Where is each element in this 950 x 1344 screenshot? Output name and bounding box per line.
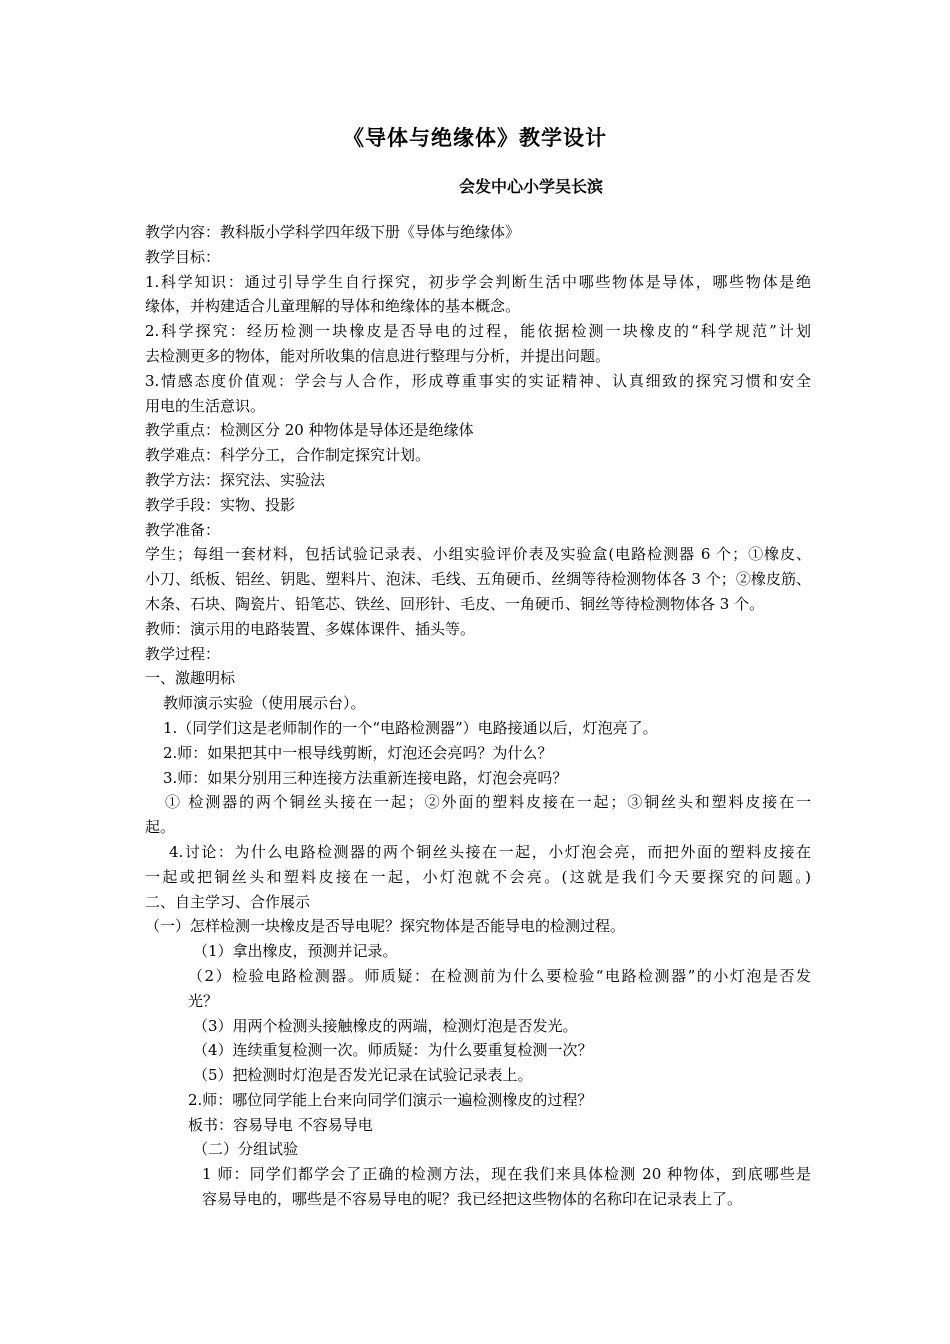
paragraph-line: 2.科学探究：经历检测一块橡皮是否导电的过程，能依据检测一块橡皮的“科学规范”计划 xyxy=(145,322,811,341)
paragraph-line: （2）检验电路检测器。师质疑：在检测前为什么要检验“电路检测器”的小灯泡是否发 xyxy=(188,966,811,985)
document-body xyxy=(145,220,811,1212)
section-heading: 二、自主学习、合作展示 xyxy=(145,892,311,911)
paragraph-line: 教学手段：实物、投影 xyxy=(145,495,296,514)
paragraph-line: 教学方法：探究法、实验法 xyxy=(145,470,326,489)
paragraph-line: 2.师：如果把其中一根导线剪断，灯泡还会亮吗？为什么？ xyxy=(163,743,553,762)
paragraph-line: 板书：容易导电 不容易导电 xyxy=(188,1115,373,1134)
document-author: 会发中心小学吴长滨 xyxy=(459,177,604,196)
section-heading: 一、激趣明标 xyxy=(145,669,236,688)
paragraph-line: 学生；每组一套材料，包括试验记录表、小组实验评价表及实验盒(电路检测器 6 个；①橡皮、 xyxy=(145,545,811,564)
paragraph-line: （1）拿出橡皮，预测并记录。 xyxy=(193,942,398,961)
paragraph-line: 容易导电的，哪些是不容易导电的呢？我已经把这些物体的名称印在记录表上了。 xyxy=(202,1190,743,1209)
paragraph-line: 缘体，并构建适合儿童理解的导体和绝缘体的基本概念。 xyxy=(145,297,521,316)
paragraph-line: 教学重点：检测区分 20 种物体是导体还是绝缘体 xyxy=(145,421,474,440)
paragraph-line: （3）用两个检测头接触橡皮的两端，检测灯泡是否发光。 xyxy=(193,1016,578,1035)
paragraph-line: 4.讨论：为什么电路检测器的两个铜丝头接在一起，小灯泡会亮，而把外面的塑料皮接在 xyxy=(169,842,811,861)
paragraph-line: （一）怎样检测一块橡皮是否导电呢？探究物体是否能导电的检测过程。 xyxy=(145,917,626,936)
paragraph-line: 2.师：哪位同学能上台来向同学们演示一遍检测橡皮的过程？ xyxy=(188,1090,593,1109)
paragraph-line: 去检测更多的物体，能对所收集的信息进行整理与分析，并提出问题。 xyxy=(145,346,611,365)
paragraph-line: 教学难点：科学分工，合作制定探究计划。 xyxy=(145,446,431,465)
paragraph-line: （4）连续重复检测一次。师质疑：为什么要重复检测一次？ xyxy=(193,1041,593,1060)
paragraph-line: 教师：演示用的电路装置、多媒体课件、插头等。 xyxy=(145,619,476,638)
paragraph-line: 3.师：如果分别用三种连接方法重新连接电路，灯泡会亮吗？ xyxy=(163,768,568,787)
document-title: 《导体与绝缘体》教学设计 xyxy=(343,126,607,150)
paragraph-line: （二）分组试验 xyxy=(193,1140,299,1159)
paragraph-line: 1.科学知识：通过引导学生自行探究，初步学会判断生活中哪些物体是导体，哪些物体是绝 xyxy=(145,272,811,291)
paragraph-line: 木条、石块、陶瓷片、铅笔芯、铁丝、回形针、毛皮、一角硬币、铜丝等待检测物体各 3 个。 xyxy=(145,594,765,613)
paragraph-line: 教学目标： xyxy=(145,247,221,266)
paragraph-line: ① 检测器的两个铜丝头接在一起；②外面的塑料皮接在一起；③铜丝头和塑料皮接在一 xyxy=(165,793,811,812)
paragraph-line: 教学过程： xyxy=(145,644,221,663)
paragraph-line: 起。 xyxy=(145,818,176,837)
paragraph-line: 1 师：同学们都学会了正确的检测方法，现在我们来具体检测 20 种物体，到底哪些是 xyxy=(202,1165,811,1184)
paragraph-line: 教学准备： xyxy=(145,520,221,539)
paragraph-line: 3.情感态度价值观：学会与人合作，形成尊重事实的实证精神、认真细致的探究习惯和安全 xyxy=(145,371,811,390)
paragraph-line: 教学内容：教科版小学科学四年级下册《导体与绝缘体》 xyxy=(145,223,521,241)
paragraph-line: 1.（同学们这是老师制作的一个“电路检测器”）电路接通以后，灯泡亮了。 xyxy=(163,718,658,737)
paragraph-line: 光？ xyxy=(188,991,219,1010)
paragraph-line: 教师演示实验（使用展示台）。 xyxy=(163,694,366,713)
paragraph-line: （5）把检测时灯泡是否发光记录在试验记录表上。 xyxy=(193,1066,533,1085)
paragraph-line: 用电的生活意识。 xyxy=(145,396,266,415)
paragraph-line: 一起或把铜丝头和塑料皮接在一起，小灯泡就不会亮。(这就是我们今天要探究的问题。) xyxy=(145,867,811,886)
paragraph-line: 小刀、纸板、铝丝、钥匙、塑料片、泡沫、毛线、五角硬币、丝绸等待检测物体各 3 个；②橡皮筋、 xyxy=(145,570,811,589)
